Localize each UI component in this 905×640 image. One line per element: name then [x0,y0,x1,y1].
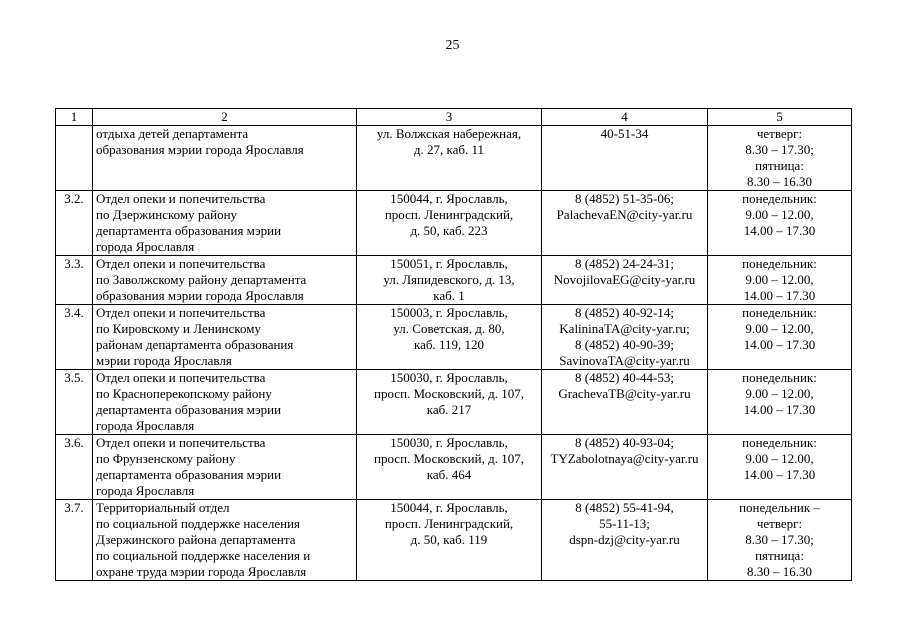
table-row [56,191,852,256]
cell-text-line: четверг: [756,516,803,531]
cell-text-line: 9.00 – 12.00, [745,451,814,466]
cell-text-line: каб. 217 [426,402,472,417]
cell-text-line: ул. Советская, д. 80, [393,321,505,336]
contact-cell [542,126,708,191]
cell-text-line[interactable]: 8 (4852) 24-24-31; [575,256,674,271]
directory-table [55,108,852,581]
cell-text-line: по социальной поддержке населения [96,516,301,531]
cell-text-line: охране труда мэрии города Ярославля [96,564,307,579]
cell-text-line[interactable]: PalachevaEN@city-yar.ru [556,207,693,222]
cell-text-line: Территориальный отдел [96,500,230,515]
table-row [56,256,852,305]
cell-text-line: 8.30 – 16.30 [747,564,812,579]
cell-text-line: 8.30 – 16.30 [747,174,812,189]
cell-text-line: 14.00 – 17.30 [743,223,816,238]
column-header: 2 [93,109,357,126]
organization-name-cell [93,500,357,581]
cell-text-line: ул. Волжская набережная, [376,126,522,141]
cell-text-line: 14.00 – 17.30 [743,288,816,303]
cell-text-line: 14.00 – 17.30 [743,402,816,417]
cell-text-line[interactable]: 55-11-13; [599,516,650,531]
organization-name-cell [93,256,357,305]
cell-text-line: д. 27, каб. 11 [413,142,485,157]
cell-text-line: Отдел опеки и попечительства [96,370,266,385]
cell-text-line[interactable]: GrachevaTB@city-yar.ru [558,386,691,401]
address-cell [357,191,542,256]
table-row [56,500,852,581]
row-number-cell: 3.4. [56,305,93,370]
cell-text-line: 14.00 – 17.30 [743,467,816,482]
cell-text-line: четверг: [756,126,803,141]
cell-text-line[interactable]: KalininaTA@city-yar.ru; [559,321,690,336]
cell-text-line: каб. 119, 120 [413,337,485,352]
column-header: 3 [357,109,542,126]
cell-text-line: просп. Ленинградский, [384,207,514,222]
cell-text-line: пятница: [755,158,804,173]
cell-text-line: по Кировскому и Ленинскому [96,321,262,336]
cell-text-line: понедельник – [739,500,820,515]
address-cell [357,370,542,435]
cell-text-line: просп. Московский, д. 107, [374,386,524,401]
organization-name-cell [93,191,357,256]
table-header-row [56,109,852,126]
cell-text-line[interactable]: 8 (4852) 51-35-06; [575,191,674,206]
hours-cell [708,435,852,500]
cell-text-line: департамента образования мэрии [96,223,282,238]
address-cell [357,500,542,581]
cell-text-line: 150051, г. Ярославль, [390,256,508,271]
address-cell [357,126,542,191]
cell-text-line: мэрии города Ярославля [96,353,232,368]
column-header: 4 [542,109,708,126]
row-number-cell: 3.7. [56,500,93,581]
table-row [56,305,852,370]
cell-text-line: города Ярославля [96,418,195,433]
cell-text-line: 14.00 – 17.30 [743,337,816,352]
cell-text-line: по Дзержинскому району [96,207,238,222]
cell-text-line: 150030, г. Ярославль, [390,370,508,385]
contact-cell [542,435,708,500]
cell-text-line: 150003, г. Ярославль, [390,305,508,320]
hours-cell [708,126,852,191]
cell-text-line: по Заволжскому району департамента [96,272,307,287]
page-number: 25 [445,38,460,53]
cell-text-line: каб. 464 [426,467,472,482]
cell-text-line: Отдел опеки и попечительства [96,256,266,271]
cell-text-line: по Красноперекопскому району [96,386,272,401]
cell-text-line: ул. Ляпидевского, д. 13, [383,272,515,287]
row-number-cell: 3.3. [56,256,93,305]
cell-text-line[interactable]: 8 (4852) 40-93-04; [575,435,674,450]
column-header: 1 [56,109,93,126]
cell-text-line: департамента образования мэрии [96,402,282,417]
cell-text-line: 9.00 – 12.00, [745,207,814,222]
address-cell [357,305,542,370]
row-number-cell: 3.6. [56,435,93,500]
cell-text-line[interactable]: 8 (4852) 40-92-14; [575,305,674,320]
cell-text-line: понедельник: [742,435,817,450]
cell-text-line: по Фрунзенскому району [96,451,236,466]
cell-text-line[interactable]: dspn-dzj@city-yar.ru [569,532,680,547]
row-number-cell [56,126,93,191]
cell-text-line[interactable]: 8 (4852) 40-44-53; [575,370,674,385]
table-row [56,370,852,435]
cell-text-line: 150030, г. Ярославль, [390,435,508,450]
column-header: 5 [708,109,852,126]
cell-text-line: Отдел опеки и попечительства [96,191,266,206]
cell-text-line: понедельник: [742,370,817,385]
cell-text-line: каб. 1 [433,288,465,303]
cell-text-line: 150044, г. Ярославль, [390,191,508,206]
cell-text-line: д. 50, каб. 223 [410,223,488,238]
cell-text-line: 9.00 – 12.00, [745,272,814,287]
cell-text-line: 8.30 – 17.30; [745,532,814,547]
cell-text-line: районам департамента образования [96,337,294,352]
hours-cell [708,256,852,305]
cell-text-line: по социальной поддержке населения и [96,548,311,563]
hours-cell [708,191,852,256]
cell-text-line: понедельник: [742,191,817,206]
hours-cell [708,305,852,370]
cell-text-line: города Ярославля [96,239,195,254]
cell-text-line: пятница: [755,548,804,563]
cell-text-line: Отдел опеки и попечительства [96,435,266,450]
cell-text-line: просп. Московский, д. 107, [374,451,524,466]
cell-text-line: образования мэрии города Ярославля [96,142,304,157]
cell-text-line: д. 50, каб. 119 [410,532,488,547]
cell-text-line: понедельник: [742,256,817,271]
cell-text-line[interactable]: 8 (4852) 40-90-39; [575,337,674,352]
table-body [56,126,852,581]
cell-text-line: 150044, г. Ярославль, [390,500,508,515]
cell-text-line: департамента образования мэрии [96,467,282,482]
organization-name-cell [93,305,357,370]
contact-cell [542,256,708,305]
row-number-cell: 3.5. [56,370,93,435]
organization-name-cell [93,126,357,191]
hours-cell [708,500,852,581]
contact-cell [542,370,708,435]
cell-text-line[interactable]: TYZabolotnaya@city-yar.ru [550,451,699,466]
table-row [56,126,852,191]
address-cell [357,435,542,500]
cell-text-line[interactable]: NovojilovaEG@city-yar.ru [553,272,696,287]
cell-text-line: 9.00 – 12.00, [745,386,814,401]
contact-cell [542,191,708,256]
cell-text-line[interactable]: SavinovaTA@city-yar.ru [559,353,690,368]
table-row [56,435,852,500]
cell-text-line: понедельник: [742,305,817,320]
cell-text-line: Отдел опеки и попечительства [96,305,266,320]
hours-cell [708,370,852,435]
cell-text-line: 8.30 – 17.30; [745,142,814,157]
row-number-cell: 3.2. [56,191,93,256]
organization-name-cell [93,435,357,500]
cell-text-line: отдыха детей департамента [96,126,249,141]
organization-name-cell [93,370,357,435]
cell-text-line: просп. Ленинградский, [384,516,514,531]
cell-text-line: образования мэрии города Ярославля [96,288,304,303]
cell-text-line[interactable]: 40-51-34 [600,126,649,141]
cell-text-line: Дзержинского района департамента [96,532,296,547]
address-cell [357,256,542,305]
cell-text-line: 9.00 – 12.00, [745,321,814,336]
contact-cell [542,305,708,370]
contact-cell [542,500,708,581]
cell-text-line[interactable]: 8 (4852) 55-41-94, [575,500,674,515]
cell-text-line: города Ярославля [96,483,195,498]
